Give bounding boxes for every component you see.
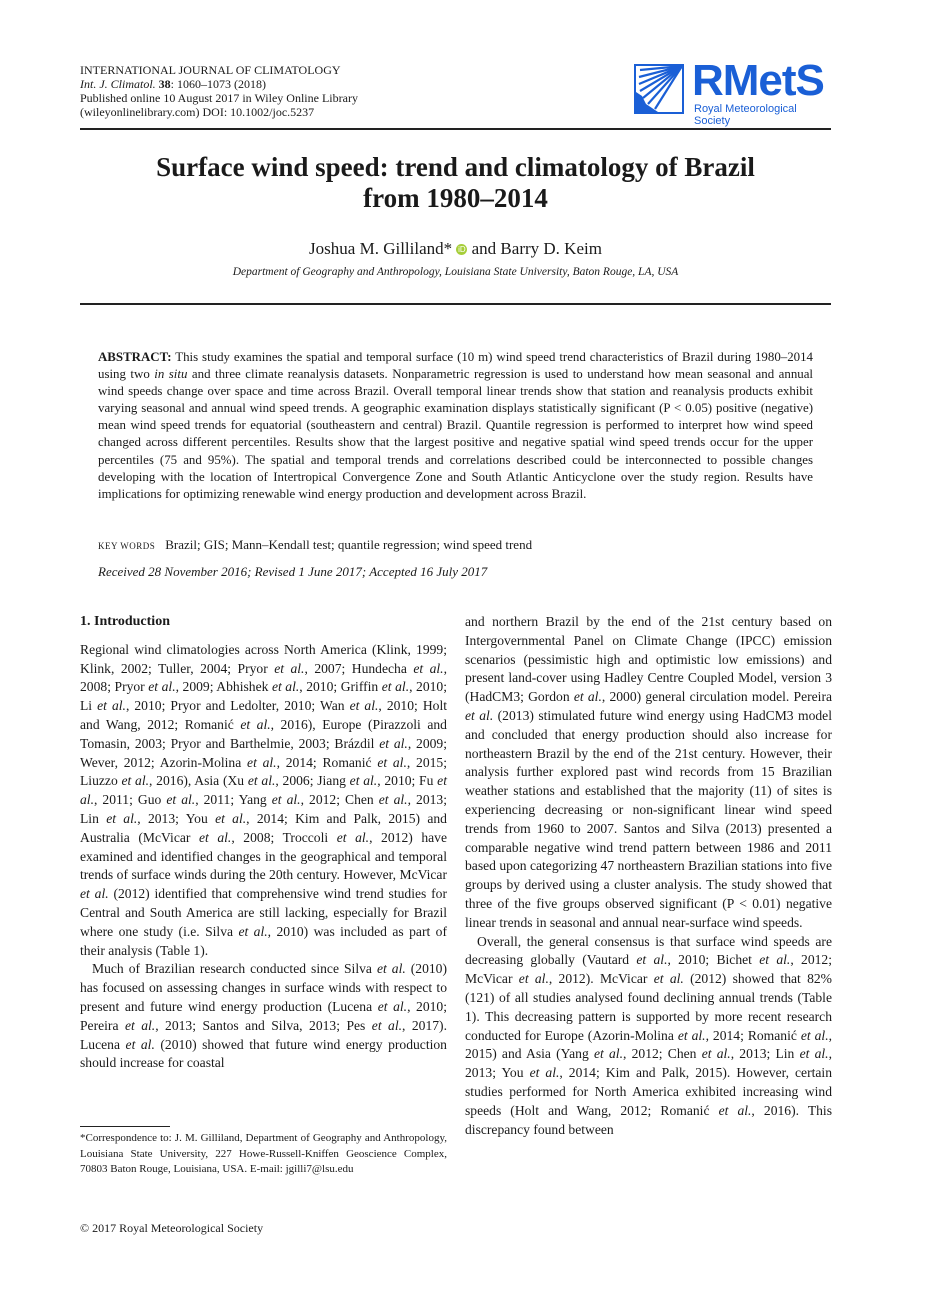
- footnote-rule: [80, 1126, 170, 1127]
- text-run: , 2009; Wever, 2012; Azorin-Molina: [80, 735, 447, 770]
- italic-text: et al.: [718, 1102, 752, 1118]
- text-run: , 2016). This discrepancy found between: [465, 1102, 832, 1137]
- text-run: , 2012) have examined and identified changes in the geographical and temporal trends of surface winds during the 20th century. However, McVicar: [80, 829, 447, 883]
- text-run: This study examines the spatial and temporal surface (10 m) wind speed trend characteristics of Brazil during 1980–2014 using two: [98, 350, 813, 382]
- italic-text: et al.: [518, 971, 549, 987]
- italic-text: et al.: [677, 1027, 706, 1043]
- text-run: (2010) has focused on assessing changes in surface winds with respect to present and future wind energy production (Lucena: [80, 961, 448, 1014]
- text-run: , 2017). Lucena: [80, 1017, 447, 1052]
- citation-abbrev: Int. J. Climatol.: [80, 77, 156, 91]
- published-line: Published online 10 August 2017 in Wiley Online Library: [80, 91, 358, 105]
- left-column: [80, 613, 447, 1073]
- text-run: , 2014; Kim and Palk, 2015) and Australia (McVicar: [80, 810, 447, 845]
- text-run: , 2012; Chen: [622, 1046, 702, 1062]
- sunburst-icon: [634, 64, 684, 114]
- keywords: [98, 537, 532, 553]
- text-run: , 2012). McVicar: [548, 971, 654, 987]
- text-run: , 2006; Jiang: [275, 773, 350, 789]
- abstract: [98, 349, 813, 503]
- orcid-icon[interactable]: iD: [458, 245, 466, 254]
- italic-text: et al.: [238, 923, 268, 939]
- text-run: , 2010; Fu: [377, 773, 438, 789]
- text-run: (2010) showed that future wind energy production should increase for coastal: [80, 1036, 447, 1071]
- author-name[interactable]: Joshua M. Gilliland*: [309, 239, 453, 258]
- text-run: , 2014; Kim and Palk, 2015). However, certain studies performed for North America exhibited increasing wind speeds (Holt and Wang, 2012; Romanić: [465, 1065, 833, 1118]
- text-run: , 2011; Guo: [93, 792, 167, 808]
- text-run: , 2013; You: [465, 1046, 832, 1081]
- text-run: , 2013; You: [137, 810, 216, 826]
- italic-text: et al.: [336, 829, 370, 845]
- italic-text: in situ: [154, 367, 188, 382]
- italic-text: et al.: [529, 1065, 560, 1081]
- abstract-label: ABSTRACT:: [98, 350, 172, 364]
- right-column: [465, 613, 832, 1139]
- text-run: (2013) stimulated future wind energy using HadCM3 model and concluded that energy production should also increase for northeastern Brazil by the end of the 21st century. However, their analysis further explored past wind records from 15 Brazilian weather stations and established that the majority (11) of sites is experiencing decreasing or non-significant linear wind speed trends from 1960 to 2007. Santos and Silva (2013) presented a comparable negative wind trend pattern between 1986 and 2011 based upon categorizing 47 northeastern Brazilian stations into five groups by derived using a cluster analysis. The study showed that three of the five groups observed significant (P < 0.01) negative linear trends in seasonal and annual near-surface wind speeds.: [465, 707, 832, 930]
- italic-text: et al.: [701, 1046, 731, 1062]
- text-run: , 2015) and Asia (Yang: [465, 1027, 832, 1062]
- text-run: Overall, the general consensus is that surface wind speeds are decreasing globally (Vautard: [465, 933, 832, 968]
- text-run: , 2012; Chen: [300, 792, 379, 808]
- volume: 38: [158, 77, 171, 91]
- doi-line[interactable]: (wileyonlinelibrary.com) DOI: 10.1002/joc.5237: [80, 105, 315, 119]
- text-run: , 2008; Pryor: [80, 660, 447, 695]
- abstract-text: [98, 350, 813, 501]
- correspondence-footnote: *Correspondence to: J. M. Gilliland, Department of Geography and Anthropology, Louisiana State University, 227 Howe-Russell-Kniffen Geoscience Complex, 70803 Baton Rouge, Louisiana, USA. E-mail: jgilli7@lsu.edu: [80, 1132, 447, 1175]
- authors: [80, 239, 831, 259]
- italic-text: et al.: [636, 952, 668, 968]
- italic-text: et al.: [240, 716, 271, 732]
- header-rule: [80, 128, 831, 130]
- text-run: , 2009; Abhishek: [175, 679, 272, 695]
- title-line: Surface wind speed: trend and climatology of Brazil: [156, 152, 755, 182]
- italic-text: et al.: [379, 735, 408, 751]
- text-run: , 2014; Romanić: [705, 1027, 801, 1043]
- author-name[interactable]: and Barry D. Keim: [467, 239, 602, 258]
- keywords-label: KEY WORDS: [98, 541, 156, 551]
- text-run: , 2015; Liuzzo: [80, 754, 447, 789]
- received-dates: Received 28 November 2016; Revised 1 June 2017; Accepted 16 July 2017: [98, 564, 488, 579]
- italic-text: et al.: [80, 773, 447, 808]
- text-run: Much of Brazilian research conducted since Silva: [92, 961, 377, 977]
- journal-name: INTERNATIONAL JOURNAL OF CLIMATOLOGY: [80, 63, 341, 77]
- italic-text: et al.: [271, 792, 301, 808]
- text-run: , 2010; Pryor and Ledolter, 2010; Wan: [125, 698, 350, 714]
- italic-text: et al.: [274, 660, 305, 676]
- text-run: Regional wind climatologies across North America (Klink, 1999; Klink, 2002; Tuller, 2004; Pryor: [80, 641, 447, 676]
- copyright: © 2017 Royal Meteorological Society: [80, 1221, 264, 1235]
- section-heading: 1. Introduction: [80, 614, 170, 629]
- italic-text: et al.: [653, 971, 684, 987]
- text-run: , 2016), Europe (Pirazzoli and Tomasin, 2003; Pryor and Barthelmie, 2003; Brázdil: [80, 716, 447, 751]
- text-run: , 2010; Griffin: [299, 679, 382, 695]
- text-run: (2012) identified that comprehensive wind trend studies for Central and South America are still lacking, especially for Brazil where one study (i.e. Silva: [80, 886, 448, 939]
- italic-text: et al.: [381, 679, 410, 695]
- text-run: , 2010; Li: [80, 679, 447, 714]
- text-run: , 2010) was included as part of their analysis (Table 1).: [80, 923, 447, 958]
- text-run: , 2010; Holt and Wang, 2012; Romanić: [80, 698, 448, 732]
- text-run: , 2013; Lin: [730, 1046, 800, 1062]
- text-run: (2012) showed that 82% (121) of all studies analysed found declining annual trends (Table 1). This decreasing pattern is supported by more recent research conducted for Europe (Azorin-Molina: [465, 971, 833, 1043]
- italic-text: et al.: [121, 773, 150, 789]
- text-run: , 2000) general circulation model. Pereira: [601, 689, 832, 705]
- italic-text: et al.: [97, 698, 126, 714]
- italic-text: et al.: [106, 810, 138, 826]
- italic-text: et al.: [465, 707, 494, 723]
- italic-text: et al.: [376, 961, 406, 977]
- italic-text: et al.: [124, 1017, 156, 1033]
- italic-text: et al.: [349, 698, 379, 714]
- journal-header: [80, 63, 358, 119]
- title-line: from 1980–2014: [363, 183, 548, 213]
- keywords-text: Brazil; GIS; Mann–Kendall test; quantile regression; wind speed trend: [165, 537, 533, 552]
- paragraph: [465, 613, 832, 933]
- italic-text: et al.: [377, 754, 407, 770]
- affiliation: Department of Geography and Anthropology, Louisiana State University, Baton Rouge, LA, USA: [232, 266, 679, 278]
- text-run: , 2012; McVicar: [465, 952, 833, 987]
- text-run: , 2013; Santos and Silva, 2013; Pes: [155, 1017, 372, 1033]
- text-run: , 2011; Yang: [195, 792, 272, 808]
- logo-society: Royal Meteorological Society: [694, 103, 797, 127]
- paragraph: [465, 933, 832, 1140]
- text-run: , 2016), Asia (Xu: [149, 773, 248, 789]
- rmets-logo: [634, 56, 834, 127]
- italic-text: et al.: [80, 886, 109, 902]
- italic-text: et al.: [759, 952, 791, 968]
- italic-text: et al.: [800, 1027, 829, 1043]
- text-run: , 2007; Hundecha: [304, 660, 414, 676]
- italic-text: et al.: [377, 998, 408, 1014]
- text-run: , 2014; Romanić: [276, 754, 378, 770]
- italic-text: et al.: [125, 1036, 155, 1052]
- italic-text: et al.: [247, 754, 277, 770]
- italic-text: et al.: [198, 829, 232, 845]
- italic-text: et al.: [148, 679, 176, 695]
- text-run: , 2010; Pereira: [80, 998, 447, 1033]
- italic-text: et al.: [593, 1046, 623, 1062]
- text-run: , 2008; Troccoli: [231, 829, 337, 845]
- italic-text: et al.: [166, 792, 196, 808]
- italic-text: et al.: [573, 689, 602, 705]
- italic-text: et al.: [271, 679, 300, 695]
- italic-text: et al.: [378, 792, 408, 808]
- title-rule: [80, 303, 831, 305]
- paragraph: [80, 641, 447, 961]
- citation: [80, 77, 358, 91]
- italic-text: et al.: [371, 1017, 403, 1033]
- paragraph: [80, 960, 447, 1073]
- text-run: and three climate reanalysis datasets. Nonparametric regression is used to understand how mean seasonal and annual wind speeds change over space and time across Brazil. Overall temporal linear trends show that station and reanalysis products exhibit varying seasonal and annual wind speed trends. A geographic examination displays statistically significant (P < 0.05) positive (negative) mean wind speed trends for equatorial (southeastern and central) Brazil. Quantile regression is performed to interpret how wind speed changed across different percentiles. Results show that the largest positive and negative spatial wind speed trends occur for the upper percentiles (75 and 95%). The spatial and temporal trends and correlations described could be interconnected to possible changes developing with the location of Intertropical Convergence Zone and South Atlantic Anticyclone over the study region. Results have implications for optimizing renewable wind energy production and development across Brazil.: [98, 367, 814, 501]
- pages: : 1060–1073 (2018): [170, 77, 266, 91]
- text-run: , 2013; Lin: [80, 792, 447, 826]
- logo-text: RMetS: [692, 56, 824, 105]
- italic-text: et al.: [349, 773, 378, 789]
- paper-title: [80, 152, 831, 214]
- italic-text: et al.: [413, 660, 444, 676]
- italic-text: et al.: [215, 810, 247, 826]
- text-run: , 2010; Bichet: [667, 952, 760, 968]
- italic-text: et al.: [799, 1046, 829, 1062]
- italic-text: et al.: [247, 773, 276, 789]
- text-run: and northern Brazil by the end of the 21st century based on Intergovernmental Panel on Climate Change (IPCC) emission scenarios (pessimistic high and optimistic low emissions) and present land-cover using Hadley Centre Coupled Model, version 3 (HadCM3; Gordon: [465, 614, 832, 705]
